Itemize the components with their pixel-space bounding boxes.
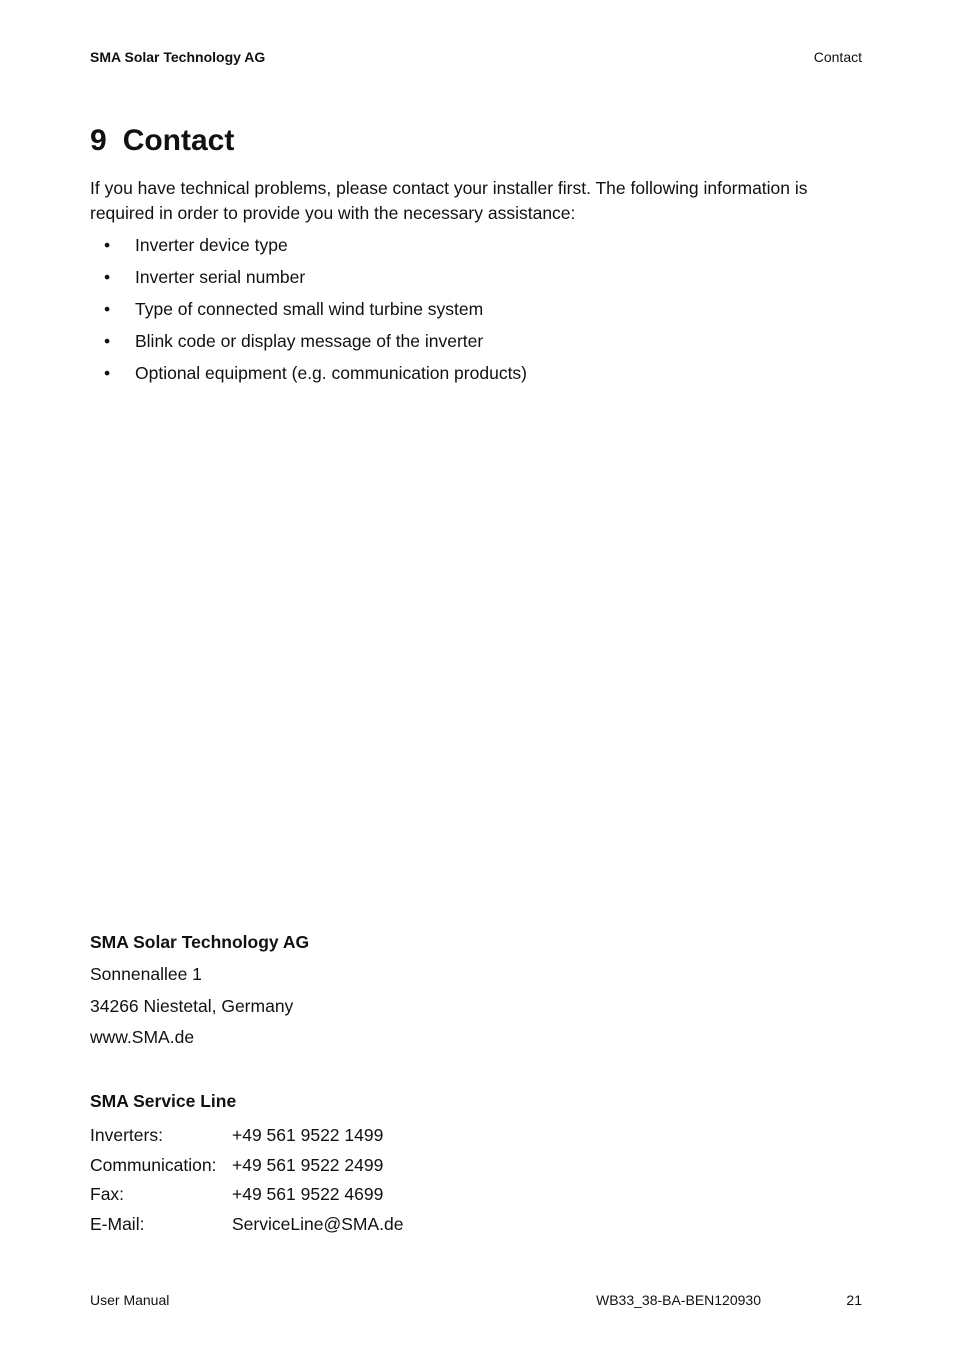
list-item	[90, 265, 527, 297]
contact-label: E-Mail:	[90, 1213, 145, 1234]
contact-value: +49 561 9522 1499	[232, 1125, 384, 1146]
table-row	[90, 1180, 403, 1210]
list-item	[90, 297, 527, 329]
list-item-text: Inverter serial number	[135, 267, 306, 287]
contact-label: Fax:	[90, 1184, 125, 1205]
contact-value: +49 561 9522 2499	[232, 1154, 384, 1175]
contact-label: Communication:	[90, 1154, 217, 1175]
list-item-text: Type of connected small wind turbine system	[135, 299, 484, 319]
header-company: SMA Solar Technology AG	[90, 49, 266, 65]
bullet-icon: •	[104, 363, 111, 383]
list-item	[90, 233, 527, 265]
list-item	[90, 361, 527, 393]
table-row	[90, 1210, 403, 1240]
list-item	[90, 329, 527, 361]
bullet-icon: •	[104, 299, 111, 319]
bullet-icon: •	[104, 235, 111, 255]
bullet-icon: •	[104, 267, 111, 287]
header-section: Contact	[813, 49, 862, 65]
service-line-title: SMA Service Line	[90, 1091, 237, 1111]
chapter-title	[90, 124, 234, 158]
chapter-number: 9	[90, 124, 107, 157]
footer-doc-type: User Manual	[90, 1292, 170, 1308]
contact-value: +49 561 9522 4699	[232, 1184, 384, 1205]
bullet-icon: •	[104, 331, 111, 351]
chapter-title-text: Contact	[122, 124, 235, 157]
company-website-link[interactable]: www.SMA.de	[90, 1027, 195, 1047]
footer-doc-code: WB33_38-BA-BEN120930	[596, 1292, 761, 1308]
intro-paragraph: If you have technical problems, please contact your installer first. The following information is required in order to provide you with the necessary assistance:	[90, 178, 808, 223]
table-row	[90, 1121, 403, 1151]
company-city: 34266 Niestetal, Germany	[90, 996, 294, 1016]
company-name: SMA Solar Technology AG	[90, 932, 310, 952]
contact-label: Inverters:	[90, 1125, 163, 1146]
table-row	[90, 1151, 403, 1181]
required-info-list	[90, 233, 527, 393]
list-item-text: Optional equipment (e.g. communication products)	[135, 363, 528, 383]
page-number: 21	[846, 1292, 862, 1308]
service-line-table	[90, 1121, 403, 1239]
list-item-text: Blink code or display message of the inverter	[135, 331, 484, 351]
list-item-text: Inverter device type	[135, 235, 288, 255]
company-street: Sonnenallee 1	[90, 964, 202, 984]
email-link[interactable]: ServiceLine@SMA.de	[232, 1213, 404, 1234]
